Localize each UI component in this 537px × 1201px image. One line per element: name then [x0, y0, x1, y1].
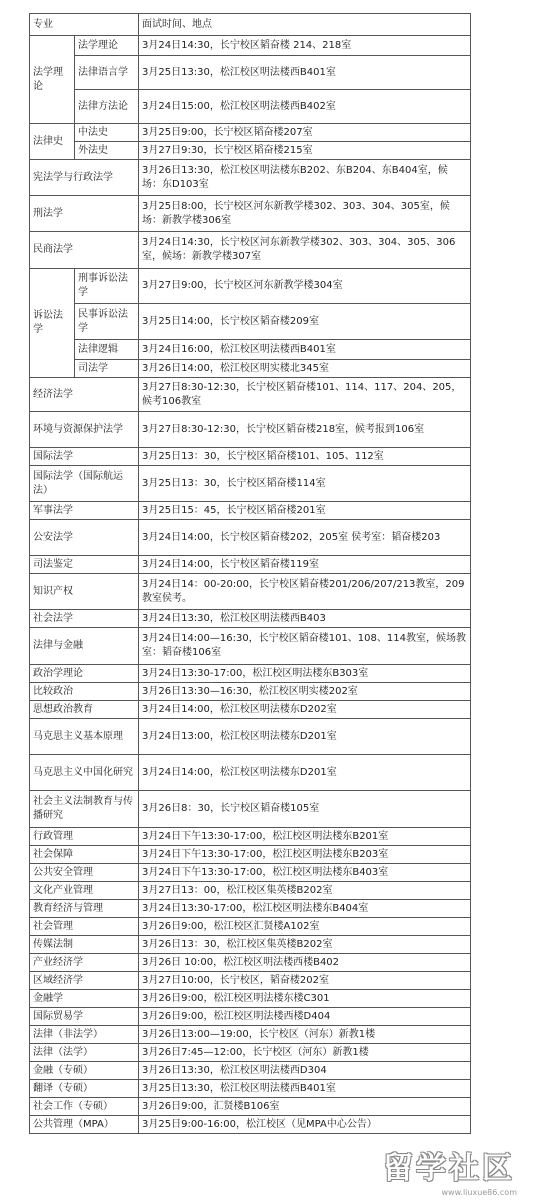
time-place-cell: 3月26日13:30，松江校区明法楼东B202、东B204、东B404室，候场：东D103室	[139, 160, 471, 196]
table-row	[30, 1062, 471, 1080]
table-row	[30, 466, 471, 502]
interview-schedule-table	[29, 13, 471, 1134]
time-place-cell: 3月25日13:30，松江校区明法楼西B401室	[139, 56, 471, 90]
major-cell: 金融学	[30, 990, 139, 1008]
table-row	[30, 900, 471, 918]
time-place-cell: 3月24日14：00-20:00，长宁校区韬奋楼201/206/207/213教室，209教室侯考。	[139, 574, 471, 610]
header-major: 专业	[30, 14, 139, 36]
time-place-cell: 3月26日9:00，汇贤楼B106室	[139, 1098, 471, 1116]
table-row	[30, 304, 471, 340]
sub-major-cell: 民事诉讼法学	[75, 304, 139, 340]
time-place-cell: 3月24日14:30，长宁校区河东新教学楼302、303、304、305、306室，候场：新教学楼307室	[139, 232, 471, 269]
table-row	[30, 142, 471, 160]
time-place-cell: 3月24日下午13:30-17:00，松江校区明法楼东B201室	[139, 828, 471, 846]
time-place-cell: 3月24日14:00—16:30，长宁校区韬奋楼101、108、114教室，候场教室：韬奋楼106室	[139, 628, 471, 665]
table-row	[30, 846, 471, 864]
time-place-cell: 3月26日9:00，松江校区明法楼西楼D404	[139, 1008, 471, 1026]
table-row	[30, 610, 471, 628]
table-row	[30, 864, 471, 882]
sub-major-cell: 中法史	[75, 124, 139, 142]
major-cell: 环境与资源保护法学	[30, 412, 139, 448]
time-place-cell: 3月24日下午13:30-17:00，松江校区明法楼东B403室	[139, 864, 471, 882]
time-place-cell: 3月25日9:00，长宁校区韬奋楼207室	[139, 124, 471, 142]
major-cell: 社会管理	[30, 918, 139, 936]
time-place-cell: 3月24日16:00，松江校区明法楼西B401室	[139, 340, 471, 360]
table-row	[30, 990, 471, 1008]
major-cell: 金融（专硕）	[30, 1062, 139, 1080]
table-row	[30, 1080, 471, 1098]
major-group-cell: 法学理论	[30, 36, 75, 124]
time-place-cell: 3月26日 10:00，松江校区明法楼西楼B402	[139, 954, 471, 972]
table-row	[30, 232, 471, 269]
table-row	[30, 56, 471, 90]
watermark-url: www.liuxue86.com	[441, 1188, 517, 1197]
time-place-cell: 3月24日14:00，长宁校区韬奋楼202，205室 侯考室：韬奋楼203	[139, 520, 471, 556]
table-row	[30, 340, 471, 360]
table-row	[30, 378, 471, 412]
time-place-cell: 3月25日13：30，长宁校区韬奋楼114室	[139, 466, 471, 502]
sub-major-cell: 法律语言学	[75, 56, 139, 90]
table-row	[30, 196, 471, 232]
table-row	[30, 882, 471, 900]
major-cell: 文化产业管理	[30, 882, 139, 900]
table-row	[30, 360, 471, 378]
time-place-cell: 3月25日9:00-16:00，松江校区（见MPA中心公告）	[139, 1116, 471, 1134]
table-row	[30, 828, 471, 846]
time-place-cell: 3月27日8:30-12:30，长宁校区韬奋楼218室，候考报到106室	[139, 412, 471, 448]
header-time-place: 面试时间、地点	[139, 14, 471, 36]
table-row	[30, 1026, 471, 1044]
table-row	[30, 936, 471, 954]
table-row	[30, 683, 471, 701]
major-cell: 马克思主义中国化研究	[30, 755, 139, 791]
major-cell: 政治学理论	[30, 665, 139, 683]
schedule-body	[30, 14, 471, 1134]
table-row	[30, 719, 471, 755]
major-cell: 公安法学	[30, 520, 139, 556]
sub-major-cell: 外法史	[75, 142, 139, 160]
time-place-cell: 3月27日9:00，长宁校区河东新教学楼304室	[139, 269, 471, 304]
time-place-cell: 3月24日下午13:30-17:00，松江校区明法楼东B203室	[139, 846, 471, 864]
time-place-cell: 3月25日8:00，长宁校区河东新教学楼302、303、304、305室，候场：新教学楼306室	[139, 196, 471, 232]
time-place-cell: 3月26日8：30，长宁校区韬奋楼105室	[139, 791, 471, 828]
watermark-logo	[357, 1153, 527, 1197]
table-row	[30, 1008, 471, 1026]
sub-major-cell: 法律逻辑	[75, 340, 139, 360]
time-place-cell: 3月26日9:00，松江校区汇贤楼A102室	[139, 918, 471, 936]
major-group-cell: 法律史	[30, 124, 75, 160]
time-place-cell: 3月24日13:00，松江校区明法楼东D201室	[139, 719, 471, 755]
time-place-cell: 3月24日13:30，松江校区明法楼西B403	[139, 610, 471, 628]
table-row	[30, 1116, 471, 1134]
sub-major-cell: 司法学	[75, 360, 139, 378]
major-cell: 刑法学	[30, 196, 139, 232]
major-cell: 社会保障	[30, 846, 139, 864]
table-row	[30, 1098, 471, 1116]
major-cell: 社会法学	[30, 610, 139, 628]
time-place-cell: 3月24日14:00，松江校区明法楼东D201室	[139, 755, 471, 791]
time-place-cell: 3月27日8:30-12:30，长宁校区韬奋楼101、114、117、204、205，候考106教室	[139, 378, 471, 412]
table-row	[30, 124, 471, 142]
time-place-cell: 3月25日14:00，长宁校区韬奋楼209室	[139, 304, 471, 340]
major-cell: 传媒法制	[30, 936, 139, 954]
time-place-cell: 3月24日14:00，长宁校区韬奋楼119室	[139, 556, 471, 574]
major-cell: 国际法学	[30, 448, 139, 466]
time-place-cell: 3月25日13：30，长宁校区韬奋楼101、105、112室	[139, 448, 471, 466]
major-cell: 宪法学与行政法学	[30, 160, 139, 196]
table-row	[30, 954, 471, 972]
table-row	[30, 701, 471, 719]
sub-major-cell: 法律方法论	[75, 90, 139, 124]
table-row	[30, 791, 471, 828]
major-cell: 比较政治	[30, 683, 139, 701]
table-row	[30, 755, 471, 791]
major-cell: 军事法学	[30, 502, 139, 520]
major-cell: 国际贸易学	[30, 1008, 139, 1026]
major-group-cell: 诉讼法学	[30, 269, 75, 378]
major-cell: 民商法学	[30, 232, 139, 269]
major-cell: 法律（法学）	[30, 1044, 139, 1062]
time-place-cell: 3月26日9:00，松江校区明法楼东楼C301	[139, 990, 471, 1008]
time-place-cell: 3月26日13:30—16:30，松江校区明实楼202室	[139, 683, 471, 701]
time-place-cell: 3月25日15：45，长宁校区韬奋楼201室	[139, 502, 471, 520]
table-row	[30, 412, 471, 448]
table-row	[30, 502, 471, 520]
time-place-cell: 3月24日13:30-17:00，松江校区明法楼东B404室	[139, 900, 471, 918]
major-cell: 公共安全管理	[30, 864, 139, 882]
time-place-cell: 3月24日15:00，松江校区明法楼西B402室	[139, 90, 471, 124]
time-place-cell: 3月26日7:45—12:00，长宁校区（河东）新教1楼	[139, 1044, 471, 1062]
table-row	[30, 556, 471, 574]
sub-major-cell: 法学理论	[75, 36, 139, 56]
table-row	[30, 1044, 471, 1062]
time-place-cell: 3月27日13：00，松江校区集英楼B202室	[139, 882, 471, 900]
major-cell: 产业经济学	[30, 954, 139, 972]
time-place-cell: 3月26日13：30，松江校区集英楼B202室	[139, 936, 471, 954]
table-row	[30, 628, 471, 665]
major-cell: 马克思主义基本原理	[30, 719, 139, 755]
table-row	[30, 665, 471, 683]
table-row	[30, 36, 471, 56]
major-cell: 教育经济与管理	[30, 900, 139, 918]
major-cell: 翻译（专硕）	[30, 1080, 139, 1098]
major-cell: 思想政治教育	[30, 701, 139, 719]
major-cell: 法律与金融	[30, 628, 139, 665]
table-row	[30, 574, 471, 610]
sub-major-cell: 刑事诉讼法学	[75, 269, 139, 304]
table-row	[30, 448, 471, 466]
time-place-cell: 3月24日14:30，长宁校区韬奋楼 214、218室	[139, 36, 471, 56]
time-place-cell: 3月26日14:00，松江校区明实楼北345室	[139, 360, 471, 378]
time-place-cell: 3月26日13:30，松江校区明法楼西D304	[139, 1062, 471, 1080]
major-cell: 社会主义法制教育与传播研究	[30, 791, 139, 828]
major-cell: 司法鉴定	[30, 556, 139, 574]
time-place-cell: 3月25日13:30，松江校区明法楼西B401室	[139, 1080, 471, 1098]
major-cell: 经济法学	[30, 378, 139, 412]
table-row	[30, 160, 471, 196]
major-cell: 法律（非法学）	[30, 1026, 139, 1044]
header-row	[30, 14, 471, 36]
major-cell: 国际法学（国际航运法）	[30, 466, 139, 502]
major-cell: 社会工作（专硕）	[30, 1098, 139, 1116]
table-row	[30, 90, 471, 124]
time-place-cell: 3月24日13:30-17:00，松江校区明法楼东B303室	[139, 665, 471, 683]
table-row	[30, 269, 471, 304]
time-place-cell: 3月26日13:00—19:00，长宁校区（河东）新教1楼	[139, 1026, 471, 1044]
table-row	[30, 520, 471, 556]
time-place-cell: 3月27日9:30，长宁校区韬奋楼215室	[139, 142, 471, 160]
major-cell: 区域经济学	[30, 972, 139, 990]
watermark-text: 留学社区	[383, 1151, 515, 1186]
major-cell: 公共管理（MPA）	[30, 1116, 139, 1134]
major-cell: 行政管理	[30, 828, 139, 846]
time-place-cell: 3月27日10:00，长宁校区，韬奋楼202室	[139, 972, 471, 990]
table-row	[30, 918, 471, 936]
major-cell: 知识产权	[30, 574, 139, 610]
table-row	[30, 972, 471, 990]
time-place-cell: 3月24日14:00，松江校区明法楼东D202室	[139, 701, 471, 719]
